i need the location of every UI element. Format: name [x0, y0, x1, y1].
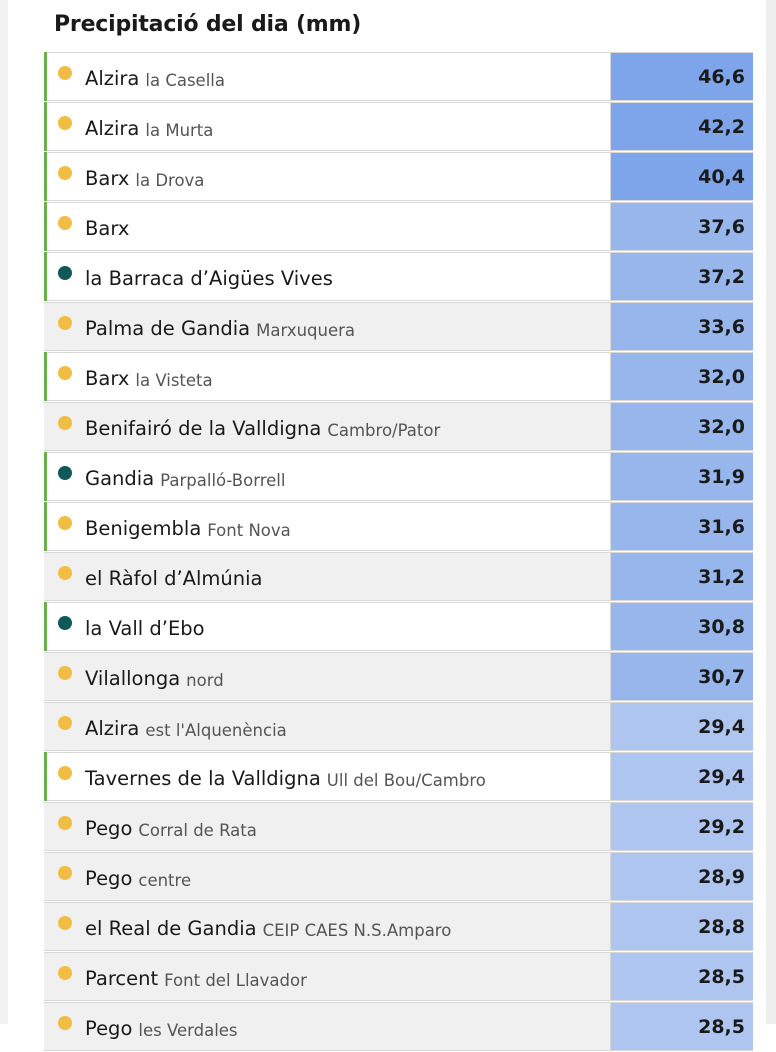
precipitation-table [44, 52, 753, 1052]
station-location: CEIP CAES N.S.Amparo [262, 920, 452, 940]
town-name: la Barraca d’Aigües Vives [85, 267, 333, 290]
town-name: Vilallonga [85, 667, 181, 690]
town-name: Pego [85, 817, 133, 840]
station-location: nord [186, 670, 224, 690]
station-name-cell[interactable] [44, 303, 611, 350]
station-type-dot-yellow-icon [58, 516, 72, 530]
station-name-cell[interactable] [44, 153, 611, 200]
row-accent-bar [44, 352, 47, 401]
precipitation-value: 28,5 [611, 1003, 753, 1050]
station-type-dot-yellow-icon [58, 666, 72, 680]
table-row[interactable] [44, 152, 753, 201]
page-title: Precipitació del dia (mm) [54, 12, 362, 37]
station-location: est l'Alquenència [145, 720, 287, 740]
precipitation-value: 29,2 [611, 803, 753, 850]
station-type-dot-yellow-icon [58, 216, 72, 230]
precipitation-value: 28,9 [611, 853, 753, 900]
station-name-cell[interactable] [44, 603, 611, 650]
precipitation-value: 32,0 [611, 403, 753, 450]
station-name-cell[interactable] [44, 703, 611, 750]
table-row[interactable] [44, 452, 753, 501]
precipitation-value: 31,2 [611, 553, 753, 600]
station-type-dot-teal-icon [58, 466, 72, 480]
table-row[interactable] [44, 652, 753, 701]
precipitation-value: 33,6 [611, 303, 753, 350]
precipitation-value: 30,7 [611, 653, 753, 700]
row-accent-bar [44, 52, 47, 101]
station-type-dot-yellow-icon [58, 366, 72, 380]
town-name: Gandia [85, 467, 155, 490]
precipitation-value: 42,2 [611, 103, 753, 150]
table-row[interactable] [44, 502, 753, 551]
station-name-cell[interactable] [44, 803, 611, 850]
station-name-cell[interactable] [44, 503, 611, 550]
table-row[interactable] [44, 802, 753, 851]
town-name: Alzira [85, 117, 140, 140]
precipitation-value: 29,4 [611, 703, 753, 750]
station-location: Ull del Bou/Cambro [326, 770, 486, 790]
station-type-dot-yellow-icon [58, 416, 72, 430]
table-row[interactable] [44, 252, 753, 301]
town-name: Barx [85, 367, 130, 390]
station-type-dot-teal-icon [58, 616, 72, 630]
town-name: Barx [85, 167, 130, 190]
table-row[interactable] [44, 852, 753, 901]
table-row[interactable] [44, 202, 753, 251]
precipitation-value: 37,6 [611, 203, 753, 250]
station-type-dot-yellow-icon [58, 316, 72, 330]
town-name: Pego [85, 1017, 133, 1040]
precipitation-value: 31,6 [611, 503, 753, 550]
station-location: les Verdales [138, 1020, 238, 1040]
station-type-dot-yellow-icon [58, 1016, 72, 1030]
right-edge-strip [766, 0, 776, 1024]
town-name: Pego [85, 867, 133, 890]
town-name: Tavernes de la Valldigna [85, 767, 321, 790]
town-name: Barx [85, 217, 130, 240]
precipitation-value: 37,2 [611, 253, 753, 300]
row-accent-bar [44, 452, 47, 501]
station-location: Font del Llavador [164, 970, 307, 990]
station-location: Corral de Rata [138, 820, 257, 840]
station-type-dot-yellow-icon [58, 716, 72, 730]
station-name-cell[interactable] [44, 203, 611, 250]
table-row[interactable] [44, 402, 753, 451]
station-type-dot-yellow-icon [58, 566, 72, 580]
table-row[interactable] [44, 702, 753, 751]
station-location: Cambro/Pator [327, 420, 441, 440]
row-accent-bar [44, 502, 47, 551]
row-accent-bar [44, 752, 47, 801]
town-name: Benifairó de la Valldigna [85, 417, 322, 440]
precipitation-value: 28,5 [611, 953, 753, 1000]
table-row[interactable] [44, 52, 753, 101]
station-location: la Casella [145, 70, 225, 90]
town-name: Parcent [85, 967, 159, 990]
town-name: Alzira [85, 67, 140, 90]
town-name: Alzira [85, 717, 140, 740]
station-location: Marxuquera [256, 320, 356, 340]
station-type-dot-yellow-icon [58, 166, 72, 180]
station-name-cell[interactable] [44, 253, 611, 300]
precipitation-value: 32,0 [611, 353, 753, 400]
table-row[interactable] [44, 1002, 753, 1051]
town-name: Palma de Gandia [85, 317, 251, 340]
town-name: el Real de Gandia [85, 917, 257, 940]
station-name-cell[interactable] [44, 553, 611, 600]
station-type-dot-yellow-icon [58, 116, 72, 130]
station-type-dot-yellow-icon [58, 916, 72, 930]
station-name-cell[interactable] [44, 403, 611, 450]
precipitation-value: 40,4 [611, 153, 753, 200]
station-name-cell[interactable] [44, 903, 611, 950]
station-type-dot-yellow-icon [58, 66, 72, 80]
precipitation-value: 29,4 [611, 753, 753, 800]
station-name-cell[interactable] [44, 853, 611, 900]
table-row[interactable] [44, 552, 753, 601]
town-name: el Ràfol d’Almúnia [85, 567, 263, 590]
precipitation-value: 31,9 [611, 453, 753, 500]
precipitation-value: 46,6 [611, 53, 753, 100]
table-row[interactable] [44, 102, 753, 151]
table-row[interactable] [44, 352, 753, 401]
station-name-cell[interactable] [44, 53, 611, 100]
table-row[interactable] [44, 752, 753, 801]
precipitation-value: 28,8 [611, 903, 753, 950]
station-name-cell[interactable] [44, 103, 611, 150]
station-name-cell[interactable] [44, 353, 611, 400]
station-location: la Murta [145, 120, 214, 140]
row-accent-bar [44, 252, 47, 301]
station-name-cell[interactable] [44, 453, 611, 500]
station-type-dot-yellow-icon [58, 866, 72, 880]
table-row[interactable] [44, 952, 753, 1001]
station-name-cell[interactable] [44, 653, 611, 700]
left-edge-strip [0, 0, 8, 1024]
station-type-dot-yellow-icon [58, 816, 72, 830]
station-location: la Visteta [135, 370, 213, 390]
station-type-dot-teal-icon [58, 266, 72, 280]
station-type-dot-yellow-icon [58, 766, 72, 780]
table-row[interactable] [44, 902, 753, 951]
station-name-cell[interactable] [44, 1003, 611, 1050]
town-name: Benigembla [85, 517, 202, 540]
station-location: la Drova [135, 170, 205, 190]
row-accent-bar [44, 152, 47, 201]
station-location: Font Nova [207, 520, 291, 540]
station-name-cell[interactable] [44, 753, 611, 800]
table-row[interactable] [44, 302, 753, 351]
station-type-dot-yellow-icon [58, 966, 72, 980]
row-accent-bar [44, 202, 47, 251]
row-accent-bar [44, 102, 47, 151]
station-location: centre [138, 870, 192, 890]
precipitation-value: 30,8 [611, 603, 753, 650]
row-accent-bar [44, 602, 47, 651]
town-name: la Vall d’Ebo [85, 617, 205, 640]
table-row[interactable] [44, 602, 753, 651]
station-name-cell[interactable] [44, 953, 611, 1000]
station-location: Parpalló-Borrell [160, 470, 286, 490]
